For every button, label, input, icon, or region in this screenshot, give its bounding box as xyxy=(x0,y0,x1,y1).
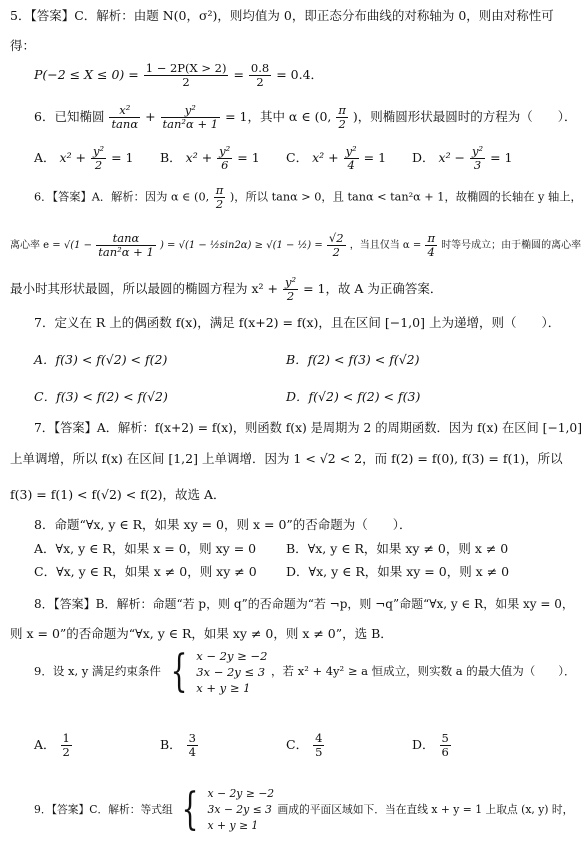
q5-f1-den: 2 xyxy=(182,75,190,89)
q6-option-d xyxy=(412,145,513,172)
q6-pi-den: 2 xyxy=(338,117,346,131)
q6a-l1-a: 6．【答案】A．解析：因为 α ∈ (0, xyxy=(34,190,210,204)
q6-plus: + xyxy=(145,109,156,124)
q6a-l2-pi-frac xyxy=(425,232,437,259)
q9-opt-b-label: B． xyxy=(160,737,182,752)
q6-opt-c-pre: x² + xyxy=(312,150,339,165)
q6-opt-b-num: y² xyxy=(219,144,231,158)
q8-option-c xyxy=(34,564,257,580)
q8-opt-d-label: D． xyxy=(286,564,309,579)
q9-opt-c-frac xyxy=(313,732,324,759)
q6-opt-b-post: = 1 xyxy=(237,150,260,165)
q6-opt-b-pre: x² + xyxy=(185,150,213,165)
q6-opt-b-den: 6 xyxy=(221,158,229,172)
q9-constraint-1: x − 2y ≥ −2 xyxy=(196,649,268,663)
q8-opt-a-text: ∀x, y ∈ R，如果 x = 0，则 xy = 0 xyxy=(55,541,257,556)
q9-constraint-3: x + y ≥ 1 xyxy=(196,681,251,695)
q6-opt-a-den: 2 xyxy=(94,158,103,172)
q9-opt-c-label: C． xyxy=(286,737,309,752)
q9-option-c xyxy=(286,732,325,759)
q9-opt-b-num: 3 xyxy=(188,731,196,745)
q9-answer xyxy=(34,786,573,834)
q9-stem-prefix: 9．设 x, y 满足约束条件 xyxy=(34,664,161,678)
q6-frac1-num: x² xyxy=(109,104,140,118)
q6a-ecc-num: tanα xyxy=(96,232,156,246)
q6-opt-c-label: C． xyxy=(286,150,309,165)
q7-stem: 7．定义在 R 上的偶函数 f(x)，满足 f(x+2) = f(x)，且在区间 [−1,0] 上为递增，则（ ）． xyxy=(34,315,561,330)
q9-opt-b-frac xyxy=(187,732,198,759)
q9-opt-a-den: 2 xyxy=(62,745,70,759)
q6-opt-d-pre: x² − xyxy=(438,150,466,165)
q6a-l2-sqrt-den: 2 xyxy=(332,245,340,259)
q5-answer-line2: 得： xyxy=(10,38,36,53)
q9-option-a xyxy=(34,732,73,759)
q6a-l2-a: 离心率 e = xyxy=(10,240,61,251)
q7-option-b xyxy=(286,352,420,368)
q7-opt-b-label: B． xyxy=(286,352,308,367)
q8-option-b xyxy=(286,541,508,557)
q5-f1-num: 1 − 2P(X > 2) xyxy=(145,61,227,75)
q6-pi-num: π xyxy=(338,103,346,117)
q5-result: = 0.4． xyxy=(276,67,324,82)
q6-stem-mid: = 1，其中 α ∈ (0, xyxy=(225,109,332,124)
q9-opt-d-label: D． xyxy=(412,737,435,752)
q7-opt-a-text: f(3) < f(√2) < f(2) xyxy=(55,352,168,367)
q5-formula xyxy=(34,62,323,89)
q8-opt-b-label: B． xyxy=(286,541,308,556)
q9-option-b xyxy=(160,732,199,759)
q6-option-c xyxy=(286,145,386,172)
q7-opt-b-text: f(2) < f(3) < f(√2) xyxy=(307,352,420,367)
q6a-l2-b: = √(1 − ½sin2α) ≥ √(1 − ½) = xyxy=(167,240,323,251)
q8-opt-a-label: A． xyxy=(34,541,56,556)
q5-answer-line1: 5．【答案】C．解析：由题 N(0，σ²)，则均值为 0，即正态分布曲线的对称轴为 0，则由对称性可 xyxy=(10,8,554,23)
q6-stem-prefix: 6．已知椭圆 xyxy=(34,109,105,124)
q6a-ecc-frac xyxy=(96,232,156,259)
q6-opt-a-num: y² xyxy=(93,144,105,158)
q6a-l2-c: ，当且仅当 α = xyxy=(349,240,422,251)
q5-fraction-2 xyxy=(249,62,271,89)
q5-f2-den: 2 xyxy=(256,75,264,89)
q7-opt-c-label: C． xyxy=(34,389,57,404)
q9-opt-a-frac xyxy=(61,732,72,759)
q6-opt-c-frac xyxy=(344,145,359,172)
q8-answer-line2: 则 x = 0”的否命题为“∀x, y ∈ R，如果 xy ≠ 0，则 x ≠ 0”，选 B． xyxy=(10,626,393,641)
q8-opt-c-text: ∀x, y ∈ R，如果 x ≠ 0，则 xy ≠ 0 xyxy=(56,564,257,579)
q6-stem-suffix: )，则椭圆形状最圆时的方程为（ ）． xyxy=(352,109,577,124)
q7-opt-d-text: f(√2) < f(2) < f(3) xyxy=(308,389,421,404)
q6-option-a xyxy=(34,145,134,172)
q6-frac2-den: tan²α + 1 xyxy=(162,117,219,131)
q6a-l3-den: 2 xyxy=(286,289,295,303)
q6a-l2-pi-num: π xyxy=(427,231,435,245)
q6-opt-a-label: A． xyxy=(34,150,56,165)
q9-opt-d-den: 6 xyxy=(441,745,449,759)
q9a-prefix: 9．【答案】C．解析：等式组 xyxy=(34,803,173,816)
q6a-l2-sqrt-num: √2 xyxy=(328,231,344,245)
q6-pi-frac xyxy=(336,104,348,131)
q6-opt-a-pre: x² + xyxy=(59,150,87,165)
q7-answer-line2: 上单调增，所以 f(x) 在区间 [1,2] 上单调增．因为 1 < √2 < 2，而 f(2) = f(0), f(3) = f(1)，所以 xyxy=(10,451,563,466)
q8-option-d xyxy=(286,564,509,580)
q6a-l1-b: )，所以 tanα > 0，且 tanα < tan²α + 1，故椭圆的长轴在 y 轴上， xyxy=(229,190,582,204)
q6-opt-c-num: y² xyxy=(345,144,357,158)
q9a-constraint-3: x + y ≥ 1 xyxy=(207,819,259,832)
q5-formula-lhs: P(−2 ≤ X ≤ 0) = xyxy=(34,67,139,82)
q9-stem xyxy=(34,648,576,696)
q6-opt-d-post: = 1 xyxy=(490,150,513,165)
q9-stem-suffix: ，若 x² + 4y² ≥ a 恒成立，则实数 a 的最大值为（ ）． xyxy=(271,664,576,678)
q6a-ecc-suffix: ) xyxy=(159,240,164,251)
q9-option-d xyxy=(412,732,452,759)
q9-opt-a-label: A． xyxy=(34,737,56,752)
q6-opt-d-num: y² xyxy=(472,144,484,158)
q7-opt-c-text: f(3) < f(2) < f(√2) xyxy=(56,389,168,404)
q9a-constraint-2: 3x − 2y ≤ 3 xyxy=(207,803,272,816)
q6-opt-a-post: = 1 xyxy=(111,150,134,165)
q9-constraint-system xyxy=(196,648,267,696)
q6-opt-c-den: 4 xyxy=(347,158,355,172)
q9a-constraint-1: x − 2y ≥ −2 xyxy=(207,787,275,800)
q6a-l3-b: = 1，故 A 为正确答案． xyxy=(303,281,443,296)
q7-option-a xyxy=(34,352,167,368)
q9-opt-d-frac xyxy=(440,732,451,759)
q5-eq: = xyxy=(233,67,244,82)
q6-opt-b-frac xyxy=(217,145,232,172)
q7-opt-a-label: A． xyxy=(34,352,56,367)
q6-answer-line3 xyxy=(10,276,442,303)
q7-opt-d-label: D． xyxy=(286,389,309,404)
q6-frac1 xyxy=(109,104,140,131)
q6-frac2-num: y² xyxy=(161,104,221,118)
q9-opt-b-den: 4 xyxy=(188,745,196,759)
q9a-suffix: 画成的平面区域如下．当在直线 x + y = 1 上取点 (x, y) 时， xyxy=(277,803,574,816)
q9-opt-a-num: 1 xyxy=(62,731,70,745)
q9-constraint-2: 3x − 2y ≤ 3 xyxy=(196,665,266,679)
q9-brace: { xyxy=(170,646,187,697)
q6-answer-line2 xyxy=(10,232,581,259)
q7-option-d xyxy=(286,389,420,405)
q6-opt-a-frac xyxy=(91,145,106,172)
q6-opt-c-post: = 1 xyxy=(363,150,387,165)
q6-option-b xyxy=(160,145,260,172)
q8-opt-b-text: ∀x, y ∈ R，如果 xy ≠ 0，则 x ≠ 0 xyxy=(307,541,509,556)
q6a-l3-a: 最小时其形状最圆，所以最圆的椭圆方程为 x² + xyxy=(10,281,278,296)
q6a-l2-pi-den: 4 xyxy=(427,245,435,259)
q6a-l1-pi-num: π xyxy=(215,183,224,197)
q6a-ecc-den: tan²α + 1 xyxy=(98,245,154,259)
q9-opt-c-num: 4 xyxy=(315,731,323,745)
q7-option-c xyxy=(34,389,168,405)
q7-answer-line3: f(3) = f(1) < f(√2) < f(2)，故选 A． xyxy=(10,487,226,502)
q6a-l3-num: y² xyxy=(284,275,297,289)
q6a-l2-d: 时等号成立；由于椭圆的离心率 xyxy=(441,240,582,251)
q6-stem xyxy=(34,104,577,131)
q6a-ecc-prefix: √(1 − xyxy=(63,240,93,251)
q6-frac2 xyxy=(161,104,221,131)
q8-answer-line1: 8．【答案】B．解析：命题“若 p，则 q”的否命题为“若 ¬p，则 ¬q”命题“∀x, y ∈ R，如果 xy = 0， xyxy=(34,597,574,611)
q5-f2-num: 0.8 xyxy=(250,61,270,75)
q8-stem: 8．命题“∀x, y ∈ R，如果 xy = 0，则 x = 0”的否命题为（ ）． xyxy=(34,517,412,532)
q6-frac1-den: tanα xyxy=(111,117,139,131)
q6-opt-d-den: 3 xyxy=(473,158,482,172)
q6a-l1-pi-frac xyxy=(214,184,226,211)
q9-opt-d-num: 5 xyxy=(441,731,449,745)
q6-answer-line1 xyxy=(34,184,582,211)
q8-opt-d-text: ∀x, y ∈ R，如果 xy = 0，则 x ≠ 0 xyxy=(308,564,510,579)
q6-opt-d-frac xyxy=(470,145,485,172)
q8-option-a xyxy=(34,541,256,557)
q7-answer-line1: 7．【答案】A．解析：f(x+2) = f(x)，则函数 f(x) 是周期为 2 的周期函数．因为 f(x) 在区间 [−1,0] xyxy=(34,421,582,435)
q6a-l3-frac xyxy=(283,276,298,303)
q6-opt-b-label: B． xyxy=(160,150,182,165)
q9-opt-c-den: 5 xyxy=(315,745,323,759)
q9a-constraint-system xyxy=(208,786,275,834)
q8-opt-c-label: C． xyxy=(34,564,57,579)
q6a-l1-pi-den: 2 xyxy=(215,197,224,211)
q5-fraction-1 xyxy=(144,62,229,89)
q9a-brace: { xyxy=(181,784,199,835)
q6-opt-d-label: D． xyxy=(412,150,435,165)
q6a-l2-sqrt-frac xyxy=(327,232,346,259)
